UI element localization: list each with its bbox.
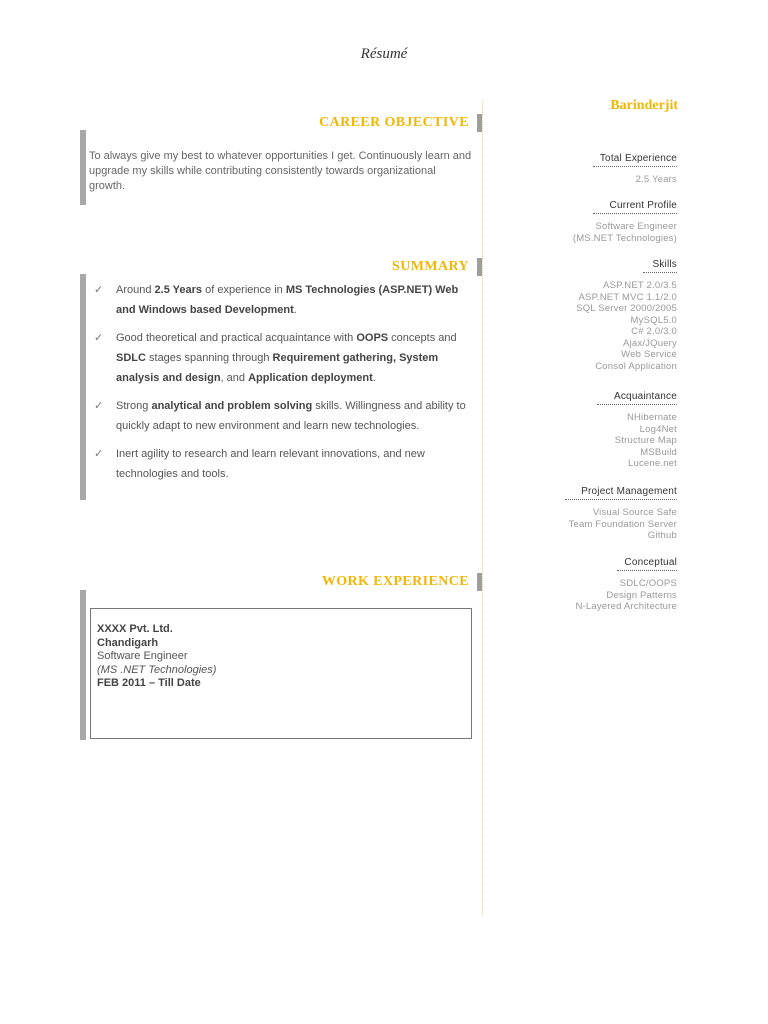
check-icon: ✓ [94, 448, 104, 460]
company-location: Chandigarh [97, 636, 159, 649]
sidebar-value: ASP.NET 2.0/3.5 [603, 280, 677, 291]
sidebar-value: Consol Application [595, 360, 677, 372]
summary-text-run: . [293, 304, 297, 316]
sidebar-conceptual [477, 556, 677, 613]
company-name: XXXX Pvt. Ltd. [97, 623, 173, 635]
sidebar-value: ASP.NET MVC 1.1/2.0 [578, 291, 677, 303]
sidebar-heading: Conceptual [624, 557, 677, 568]
sidebar-value: Log4Net [639, 423, 677, 435]
document-title: Résumé [360, 46, 408, 62]
check-icon: ✓ [94, 284, 104, 296]
sidebar-value: SDLC/OOPS [619, 578, 677, 589]
sidebar-heading: Acquaintance [613, 391, 677, 402]
sidebar-value: C# 2.0/3.0 [631, 326, 677, 337]
dotted-rule [593, 166, 677, 167]
summary-text-run: Around [116, 284, 155, 296]
summary-item [90, 280, 472, 320]
sidebar-value: Lucene.net [627, 458, 677, 469]
sidebar-value: Web Service [621, 349, 677, 360]
job-technology: (MS .NET Technologies) [97, 663, 217, 676]
summary-text-run: skills. Willingness and ability to quickly adapt to new environment and learn new technologies. [116, 400, 466, 432]
summary-heading: SUMMARY [392, 258, 482, 276]
summary-item [90, 444, 472, 484]
summary-text-run: Application deployment [248, 372, 373, 384]
summary-text-run: Strong [116, 400, 152, 412]
summary-text-run: OOPS [356, 332, 389, 344]
summary-text-run: SDLC [116, 352, 146, 364]
summary-list [86, 274, 478, 484]
sidebar-value: Structure Map [614, 435, 677, 446]
sidebar-value: Software Engineer [595, 221, 677, 232]
summary-item [90, 328, 472, 388]
dotted-rule [617, 570, 677, 571]
summary-text-run: analytical and problem solving [151, 400, 313, 412]
summary-text-run: Requirement gathering, System analysis and design [116, 352, 439, 384]
career-objective-text: To always give my best to whatever opportunities I get. Continuously learn and upgrade my skills while contributing consistently towards organizational growth. [89, 150, 472, 192]
work-experience-box [90, 608, 472, 739]
job-role: Software Engineer [97, 650, 188, 662]
sidebar-current-profile [477, 199, 677, 244]
summary-text-run: 2.5 Years [154, 284, 203, 296]
dotted-rule [597, 404, 677, 405]
career-objective-section [80, 130, 478, 205]
summary-text-run: . [372, 372, 376, 384]
sidebar-heading: Project Management [581, 486, 677, 497]
summary-section [80, 274, 478, 500]
summary-text-run: concepts and [388, 332, 457, 344]
check-icon: ✓ [94, 400, 104, 412]
summary-text-run: MS Technologies (ASP.NET) Web and Windows based Development [116, 284, 459, 316]
work-experience-heading: WORK EXPERIENCE [322, 573, 482, 591]
sidebar-value: Design Patterns [606, 589, 677, 601]
sidebar-value: N-Layered Architecture [575, 601, 677, 612]
dotted-rule [565, 499, 677, 500]
sidebar-value: Visual Source Safe [592, 507, 677, 518]
sidebar-value: (MS.NET Technologies) [572, 232, 677, 244]
dotted-rule [593, 213, 677, 214]
sidebar-value: SQL Server 2000/2005 [576, 303, 677, 314]
summary-text-run: stages spanning through [145, 352, 273, 364]
sidebar-project-management [477, 485, 677, 542]
sidebar-value: NHibernate [626, 412, 677, 423]
summary-item [90, 396, 472, 436]
sidebar-value: Team Foundation Server [568, 518, 677, 530]
check-icon: ✓ [94, 332, 104, 344]
sidebar-value: 2.5 Years [635, 174, 677, 185]
job-period: FEB 2011 – Till Date [97, 677, 201, 689]
summary-text-run: Inert agility to research and learn relevant innovations, and new technologies and tools. [116, 448, 425, 480]
dotted-rule [643, 272, 677, 273]
sidebar-heading: Total Experience [599, 153, 677, 164]
summary-text-run: , and [220, 372, 249, 384]
sidebar-heading: Current Profile [609, 200, 677, 211]
sidebar-value: Github [647, 530, 677, 541]
sidebar-skills [477, 258, 677, 372]
sidebar-value: MySQL5.0 [630, 314, 677, 326]
candidate-name: Barinderjit [610, 98, 678, 113]
sidebar-acquaintance [477, 390, 677, 470]
summary-text-run: of experience in [202, 284, 286, 296]
career-objective-heading: CAREER OBJECTIVE [319, 114, 482, 132]
sidebar-total-experience [477, 152, 677, 186]
sidebar-value: Ajax/JQuery [623, 337, 677, 349]
summary-text-run: Good theoretical and practical acquaintance with [116, 332, 357, 344]
sidebar-heading: Skills [652, 259, 677, 270]
sidebar-value: MSBuild [640, 446, 677, 458]
